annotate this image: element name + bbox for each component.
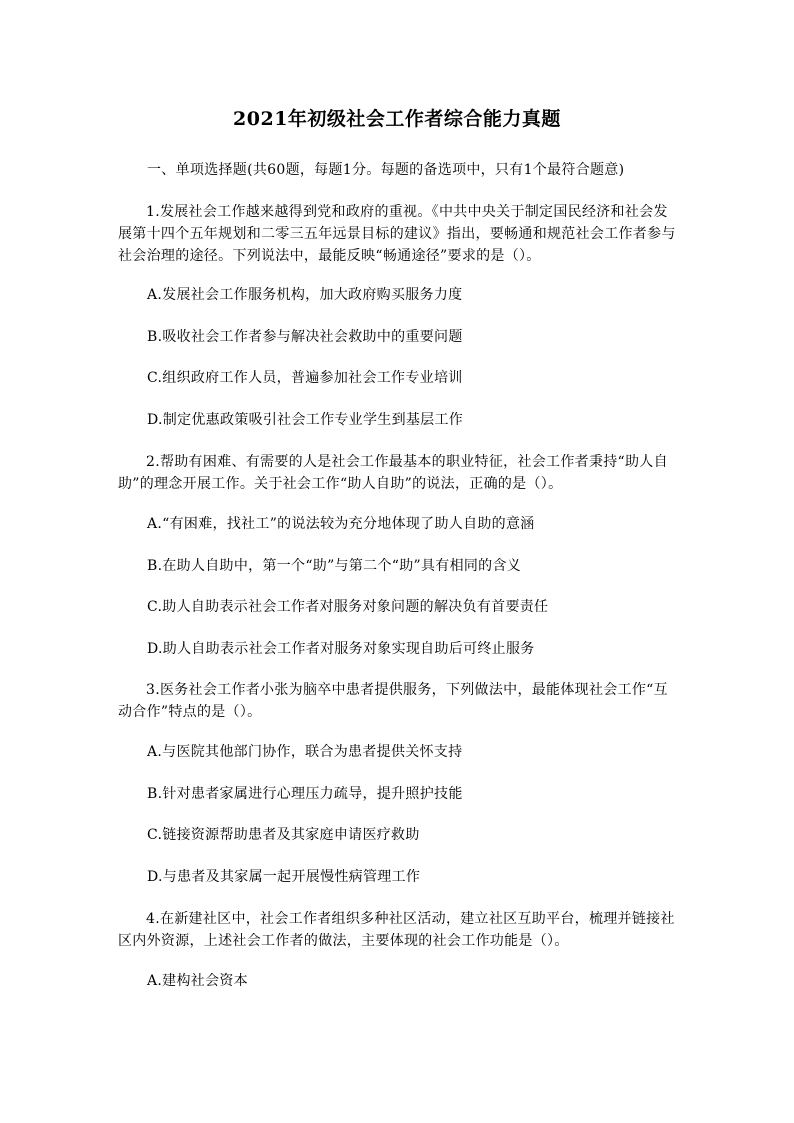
question-2-option-d: D.助人自助表示社会工作者对服务对象实现自助后可终止服务 bbox=[147, 641, 535, 657]
question-3-stem: 3.医务社会工作者小张为脑卒中患者提供服务，下列做法中，最能体现社会工作“互动合作”特点的是（）。 bbox=[118, 682, 668, 720]
question-2-option-c: C.助人自助表示社会工作者对服务对象问题的解决负有首要责任 bbox=[147, 599, 549, 615]
document-title: 2021年初级社会工作者综合能力真题 bbox=[233, 108, 561, 130]
section-heading: 一、单项选择题(共60题，每题1分。每题的备选项中，只有1个最符合题意) bbox=[147, 162, 625, 178]
question-3-option-b: B.针对患者家属进行心理压力疏导，提升照护技能 bbox=[147, 786, 463, 802]
question-1-option-c: C.组织政府工作人员，普遍参加社会工作专业培训 bbox=[147, 370, 463, 386]
question-3-option-d: D.与患者及其家属一起开展慢性病管理工作 bbox=[147, 869, 421, 885]
question-2-stem: 2.帮助有困难、有需要的人是社会工作最基本的职业特征，社会工作者秉持“助人自助”的理念开展工作。关于社会工作“助人自助”的说法，正确的是（）。 bbox=[118, 454, 668, 492]
question-1-option-a: A.发展社会工作服务机构，加大政府购买服务力度 bbox=[147, 287, 463, 303]
question-4-stem: 4.在新建社区中，社会工作者组织多种社区活动，建立社区互助平台，梳理并链接社区内外资源，上述社会工作者的做法，主要体现的社会工作功能是（）。 bbox=[118, 911, 675, 949]
question-4-option-a: A.建构社会资本 bbox=[147, 973, 248, 989]
question-3-option-c: C.链接资源帮助患者及其家庭申请医疗救助 bbox=[147, 827, 420, 843]
question-3-option-a: A.与医院其他部门协作，联合为患者提供关怀支持 bbox=[147, 744, 463, 760]
question-2-option-b: B.在助人自助中，第一个“助”与第二个“助”具有相同的含义 bbox=[147, 558, 522, 574]
question-1-option-d: D.制定优惠政策吸引社会工作专业学生到基层工作 bbox=[147, 412, 464, 428]
question-1-option-b: B.吸收社会工作者参与解决社会救助中的重要问题 bbox=[147, 329, 463, 345]
question-2-option-a: A.“有困难，找社工”的说法较为充分地体现了助人自助的意涵 bbox=[147, 516, 535, 532]
question-1-stem: 1.发展社会工作越来越得到党和政府的重视。《中共中央关于制定国民经济和社会发展第十四个五年规划和二零三五年远景目标的建议》指出，要畅通和规范社会工作者参与社会治理的途径。下列说法中，最能反映“畅通途径”要求的是（）。 bbox=[118, 204, 676, 264]
